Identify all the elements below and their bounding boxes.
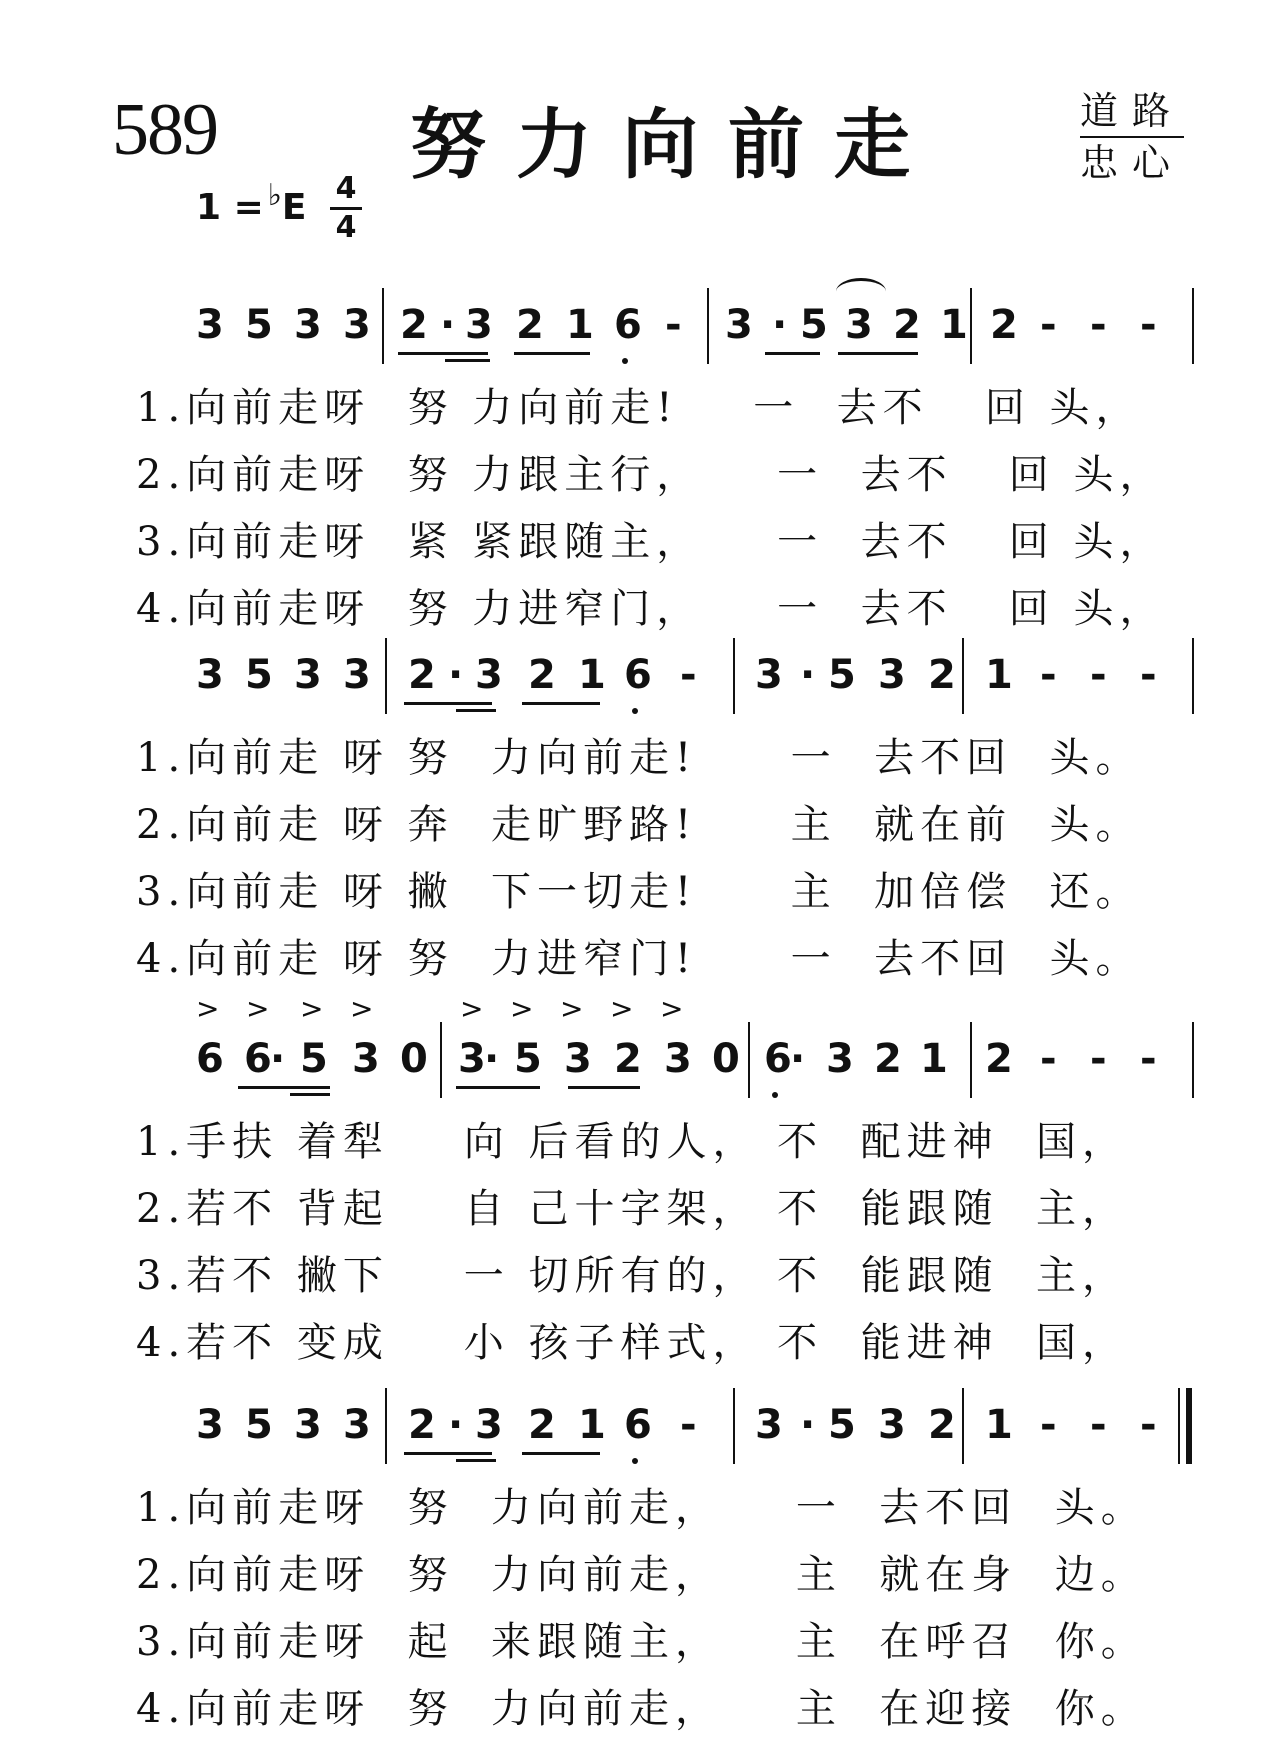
note: · [800,1402,816,1448]
barline [1192,638,1194,714]
note: - [1140,1036,1157,1082]
note: 3 [465,302,493,348]
note: - [680,1402,697,1448]
note: 3 [845,302,873,348]
barline [733,638,735,714]
time-bottom: 4 [335,210,357,245]
beam-underline [445,359,490,362]
note: 2 [516,302,544,348]
barline [385,638,387,714]
note: 2 [614,1036,642,1082]
key-note: E [281,187,307,228]
accent-mark: > [510,992,534,1025]
note: - [1140,302,1157,348]
notation-line [0,296,1280,356]
beam-underline [404,702,492,705]
beam-underline [456,709,496,712]
beam-underline [456,1086,540,1089]
note: 5 [245,1402,273,1448]
barline [962,1388,964,1464]
note: 1 [578,652,606,698]
key-signature [196,178,307,228]
note: · [790,1036,806,1082]
note: 6 [244,1036,272,1082]
note: 3 [664,1036,692,1082]
note: 3 [564,1036,592,1082]
note: · [484,1036,500,1082]
note: 2 [893,302,921,348]
lyric-line: 4.若不 变成 小 孩子样式， 不 能进神 国， [136,1320,1129,1366]
lyric-line: 1.向前走呀 努 力向前走! 一 去不 回 头， [136,385,1142,431]
note: - [1090,302,1107,348]
credits [1080,86,1184,188]
note: 1 [940,302,968,348]
time-top: 4 [335,171,357,206]
note: 5 [300,1036,328,1082]
key-label: 1 = [196,187,264,228]
lyric-line: 4.向前走 呀 努 力进窄门! 一 去不回 头。 [136,936,1142,982]
beam-underline [404,1452,492,1455]
lyric-line: 2.若不 背起 自 己十字架， 不 能跟随 主， [136,1186,1129,1232]
note: 1 [566,302,594,348]
note: · [800,652,816,698]
note: 3 [755,652,783,698]
accent-mark: > [300,992,324,1025]
beam-underline [290,1093,330,1096]
accent-mark: > [560,992,584,1025]
note: 6 [764,1036,792,1082]
time-signature [330,172,362,245]
note: - [665,302,682,348]
accent-mark: > [460,992,484,1025]
note: 2 [928,652,956,698]
lyric-line: 1.向前走 呀 努 力向前走! 一 去不回 头。 [136,735,1142,781]
note: 3 [725,302,753,348]
note: 2 [985,1036,1013,1082]
note: 3 [878,1402,906,1448]
note: · [772,302,788,348]
note: 2 [874,1036,902,1082]
octave-dot [632,1458,638,1464]
note: 2 [528,1402,556,1448]
beam-underline [238,1086,330,1089]
note: - [1140,1402,1157,1448]
note: - [1040,302,1057,348]
octave-dot [622,358,628,364]
note: 3 [878,652,906,698]
barline [748,1022,750,1098]
beam-underline [568,1086,640,1089]
barline [385,1388,387,1464]
beam-underline [456,1459,496,1462]
lyric-line: 1.向前走呀 努 力向前走， 一 去不回 头。 [136,1485,1147,1531]
note: 5 [800,302,828,348]
lyric-line: 3.向前走呀 起 来跟随主， 主 在呼召 你。 [136,1619,1147,1665]
note: 1 [985,652,1013,698]
note: 1 [920,1036,948,1082]
note: 0 [712,1036,740,1082]
note: - [1040,652,1057,698]
note: 5 [245,652,273,698]
barline [1192,288,1194,364]
note: - [1040,1036,1057,1082]
accent-mark: > [610,992,634,1025]
note: 3 [458,1036,486,1082]
lyric-line: 2.向前走 呀 奔 走旷野路! 主 就在前 头。 [136,802,1142,848]
note: 3 [196,1402,224,1448]
barline [382,288,384,364]
lyric-line: 1.手扶 着犁 向 后看的人， 不 配进神 国， [136,1119,1129,1165]
note: 6 [624,1402,652,1448]
accent-mark: > [350,992,374,1025]
note: 2 [408,1402,436,1448]
note: 3 [196,652,224,698]
note: 6 [624,652,652,698]
accent-mark: > [196,992,220,1025]
octave-dot [632,708,638,714]
beam-underline [522,1452,600,1455]
octave-dot [772,1092,778,1098]
lyricist-credit: 道路 [1080,86,1184,138]
hymn-title: 努力向前走 [410,100,940,189]
note: 3 [352,1036,380,1082]
note: 3 [755,1402,783,1448]
note: 3 [196,302,224,348]
note: 5 [828,652,856,698]
hymn-number: 589 [112,89,217,171]
note: - [1040,1402,1057,1448]
note: 1 [985,1402,1013,1448]
note: 3 [343,652,371,698]
note: 2 [408,652,436,698]
beam-underline [765,352,820,355]
barline [707,288,709,364]
beam-underline [398,352,488,355]
note: 3 [343,1402,371,1448]
barline [970,288,972,364]
notation-line [0,992,1280,1090]
note: - [680,652,697,698]
note: 2 [928,1402,956,1448]
note: 5 [245,302,273,348]
barline [1192,1022,1194,1098]
note: 2 [990,302,1018,348]
notation-line [0,646,1280,706]
note: 3 [294,302,322,348]
note: 1 [578,1402,606,1448]
lyric-line: 2.向前走呀 努 力向前走， 主 就在身 边。 [136,1552,1147,1598]
beam-underline [838,352,918,355]
barline [733,1388,735,1464]
note: 2 [400,302,428,348]
note: 3 [294,652,322,698]
note: 2 [528,652,556,698]
beam-underline [522,702,600,705]
note: 3 [475,1402,503,1448]
note: - [1140,652,1157,698]
barline [1186,1388,1192,1464]
lyric-line: 4.向前走呀 努 力进窄门， 一 去不 回 头， [136,586,1166,632]
note: 6 [196,1036,224,1082]
note: - [1090,1402,1107,1448]
note: 3 [294,1402,322,1448]
note: 3 [826,1036,854,1082]
lyric-line: 3.向前走呀 紧 紧跟随主， 一 去不 回 头， [136,519,1166,565]
lyric-line: 3.若不 撇下 一 切所有的， 不 能跟随 主， [136,1253,1129,1299]
note: - [1090,652,1107,698]
note: 0 [400,1036,428,1082]
slur [836,278,886,305]
note: · [270,1036,286,1082]
note: 3 [343,302,371,348]
barline [970,1022,972,1098]
note: · [448,652,464,698]
composer-credit: 忠心 [1080,141,1185,185]
flat-symbol: ♭ [267,178,282,213]
note: 5 [828,1402,856,1448]
note: 5 [514,1036,542,1082]
note: · [440,302,456,348]
notation-line [0,1396,1280,1456]
lyric-line: 2.向前走呀 努 力跟主行， 一 去不 回 头， [136,452,1166,498]
note: · [448,1402,464,1448]
barline [1178,1388,1180,1464]
note: 3 [475,652,503,698]
beam-underline [514,352,590,355]
accent-mark: > [246,992,270,1025]
barline [440,1022,442,1098]
lyric-line: 3.向前走 呀 撇 下一切走! 主 加倍偿 还。 [136,869,1142,915]
barline [962,638,964,714]
note: - [1090,1036,1107,1082]
lyric-line: 4.向前走呀 努 力向前走， 主 在迎接 你。 [136,1686,1147,1732]
accent-mark: > [660,992,684,1025]
note: 6 [614,302,642,348]
